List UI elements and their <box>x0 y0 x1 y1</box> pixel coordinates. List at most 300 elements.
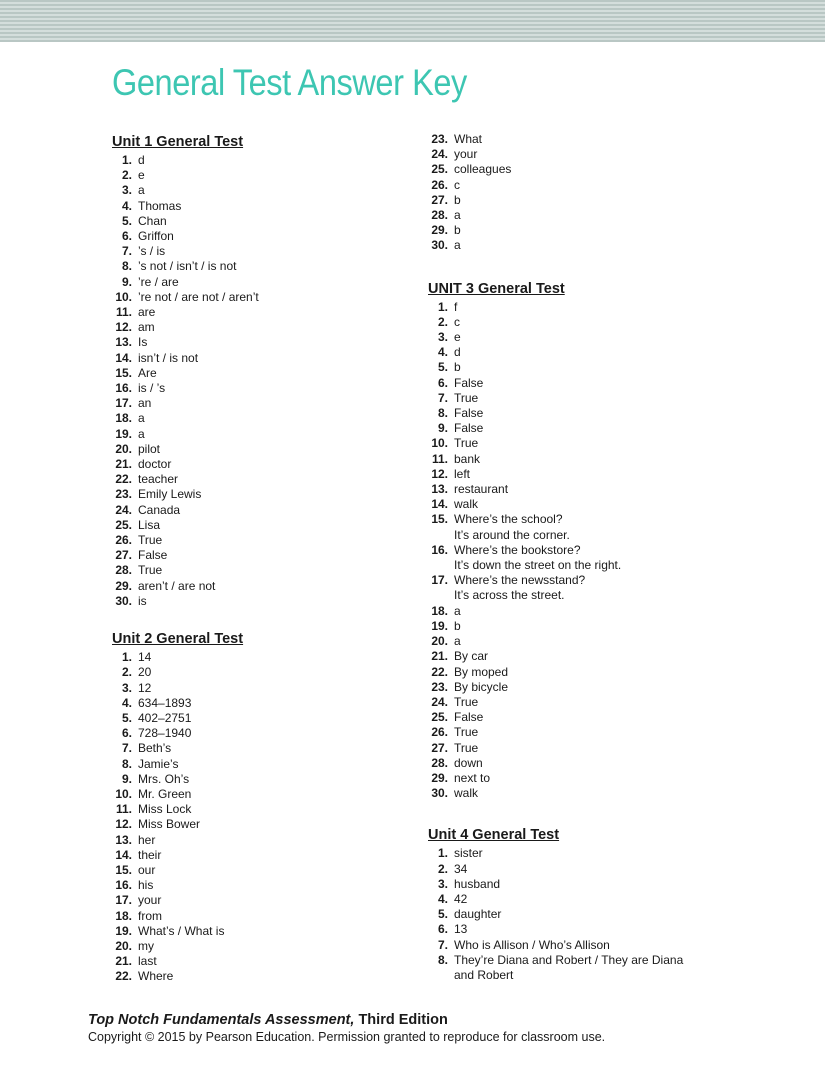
answer-number: 26. <box>115 533 132 548</box>
answer-text: their <box>138 847 162 862</box>
answer-number: 30. <box>115 593 132 608</box>
answer-item <box>428 846 728 861</box>
answer-text: Is <box>138 335 148 350</box>
answer-item <box>112 893 412 908</box>
answer-number: 13. <box>431 482 448 497</box>
answer-number: 22. <box>115 472 132 487</box>
answer-text: Thomas <box>138 198 182 213</box>
answer-text: True <box>454 694 479 709</box>
answer-number: 9. <box>121 771 132 786</box>
answer-text: b <box>454 223 461 238</box>
answer-item <box>112 563 412 578</box>
answer-number: 19. <box>115 426 132 441</box>
answer-item <box>112 939 412 954</box>
answer-number: 17. <box>431 573 448 588</box>
answer-number: 3. <box>437 876 448 891</box>
answer-item <box>428 771 728 786</box>
answer-text: are <box>138 305 156 320</box>
answer-item <box>428 376 728 391</box>
answer-item <box>428 862 728 877</box>
answer-number: 11. <box>431 451 448 466</box>
answer-text: By car <box>454 649 489 664</box>
answer-item <box>112 833 412 848</box>
answer-text: his <box>138 878 154 893</box>
answer-text: a <box>138 426 145 441</box>
unit2-continued-answer-list <box>428 132 728 254</box>
answer-item <box>428 680 728 695</box>
answer-number: 23. <box>115 487 132 502</box>
answer-text: your <box>138 893 162 908</box>
answer-number: 18. <box>431 603 448 618</box>
answer-item <box>428 208 728 223</box>
answer-item <box>428 649 728 664</box>
answer-item <box>112 199 412 214</box>
answer-number: 28. <box>115 563 132 578</box>
answer-number: 30. <box>431 238 448 253</box>
answer-number: 20. <box>115 441 132 456</box>
answer-item <box>428 421 728 436</box>
answer-item <box>428 665 728 680</box>
answer-number: 1. <box>121 153 132 167</box>
footer-book-title <box>88 1012 448 1028</box>
answer-text: from <box>138 908 162 923</box>
answer-text: next to <box>454 770 491 785</box>
answer-item <box>112 579 412 594</box>
answer-item <box>112 214 412 229</box>
answer-number: 2. <box>437 314 448 329</box>
answer-text: Canada <box>138 502 181 517</box>
answer-text: 13 <box>454 922 468 937</box>
answer-number: 8. <box>121 756 132 771</box>
answer-number: 26. <box>431 177 448 192</box>
answer-number: 5. <box>437 907 448 922</box>
answer-number: 12. <box>115 320 132 335</box>
answer-item <box>428 482 728 497</box>
answer-number: 27. <box>431 740 448 755</box>
answer-text: ’s not / isn’t / is not <box>138 259 237 274</box>
answer-text: 34 <box>454 861 468 876</box>
answer-text: False <box>454 375 484 390</box>
answer-number: 16. <box>115 878 132 893</box>
answer-text: By moped <box>454 664 509 679</box>
answer-number: 15. <box>115 862 132 877</box>
answer-number: 22. <box>431 664 448 679</box>
answer-number: 15. <box>431 512 448 527</box>
answer-number: 22. <box>115 969 132 984</box>
answer-text: walk <box>454 786 479 801</box>
answer-number: 10. <box>115 289 132 304</box>
answer-item <box>428 193 728 208</box>
answer-text: They’re Diana and Robert / They are Diana and Robert <box>454 952 684 982</box>
answer-text: f <box>454 299 458 314</box>
answer-item <box>428 223 728 238</box>
answer-number: 12. <box>431 466 448 481</box>
unit2-answer-list <box>112 650 412 984</box>
answer-number: 8. <box>121 259 132 274</box>
answer-item <box>112 183 412 198</box>
answer-item <box>428 877 728 892</box>
answer-item <box>112 503 412 518</box>
unit1-heading: Unit 1 General Test <box>112 134 244 150</box>
left-column <box>112 132 412 1005</box>
answer-text: is / ’s <box>138 381 166 396</box>
answer-item <box>428 892 728 907</box>
answer-item <box>428 300 728 315</box>
answer-text: True <box>454 390 479 405</box>
answer-number: 13. <box>115 335 132 350</box>
answer-text: Who is Allison / Who’s Allison <box>454 937 610 952</box>
answer-item <box>112 381 412 396</box>
answer-number: 23. <box>431 679 448 694</box>
answer-number: 7. <box>121 741 132 756</box>
answer-number: 29. <box>431 223 448 238</box>
answer-number: 24. <box>431 694 448 709</box>
answer-item <box>112 518 412 533</box>
answer-number: 18. <box>115 411 132 426</box>
answer-text: Beth’s <box>138 741 172 756</box>
answer-item <box>112 305 412 320</box>
answer-number: 10. <box>431 436 448 451</box>
answer-text: a <box>454 634 461 649</box>
answer-item <box>428 619 728 634</box>
answer-number: 24. <box>115 502 132 517</box>
answer-item <box>112 817 412 832</box>
answer-item <box>112 969 412 984</box>
answer-number: 3. <box>121 183 132 198</box>
answer-number: 19. <box>115 923 132 938</box>
answer-item <box>428 756 728 771</box>
answer-number: 5. <box>121 710 132 725</box>
right-column <box>428 132 728 1003</box>
answer-number: 7. <box>437 937 448 952</box>
answer-number: 23. <box>431 132 448 146</box>
answer-number: 10. <box>115 786 132 801</box>
answer-number: 9. <box>437 421 448 436</box>
answer-number: 28. <box>431 208 448 223</box>
answer-item <box>428 938 728 953</box>
unit2-section <box>112 629 412 984</box>
answer-text: bank <box>454 451 481 466</box>
unit4-answer-list <box>428 846 728 983</box>
answer-item <box>428 162 728 177</box>
answer-text: What’s / What is <box>138 923 225 938</box>
answer-text: daughter <box>454 907 502 922</box>
answer-text: b <box>454 192 461 207</box>
answer-text: False <box>454 710 484 725</box>
answer-number: 1. <box>437 846 448 861</box>
answer-number: 25. <box>431 162 448 177</box>
answer-number: 14. <box>431 497 448 512</box>
answer-number: 3. <box>121 680 132 695</box>
answer-number: 29. <box>431 770 448 785</box>
footer-copyright: Copyright © 2015 by Pearson Education. Permission granted to reproduce for classroom use. <box>88 1030 606 1044</box>
answer-text: Griffon <box>138 229 174 244</box>
answer-item <box>428 497 728 512</box>
answer-number: 7. <box>437 390 448 405</box>
answer-number: 19. <box>431 618 448 633</box>
answer-text: Where’s the school? It’s around the corner. <box>454 512 570 542</box>
answer-text: By bicycle <box>454 679 509 694</box>
answer-item <box>112 848 412 863</box>
answer-text: 20 <box>138 665 152 680</box>
answer-text: her <box>138 832 156 847</box>
answer-number: 3. <box>437 330 448 345</box>
answer-text: Emily Lewis <box>138 487 202 502</box>
answer-number: 30. <box>431 786 448 801</box>
answer-item <box>428 315 728 330</box>
answer-number: 1. <box>121 650 132 665</box>
answer-text: restaurant <box>454 482 509 497</box>
answer-item <box>112 863 412 878</box>
answer-item <box>112 650 412 665</box>
answer-number: 1. <box>437 299 448 314</box>
answer-text: True <box>454 740 479 755</box>
answer-text: Where’s the bookstore? It’s down the street on the right. <box>454 542 622 573</box>
answer-number: 4. <box>437 891 448 906</box>
answer-number: 5. <box>437 360 448 375</box>
unit1-section <box>112 132 412 609</box>
answer-number: 8. <box>437 952 448 967</box>
unit3-answer-list <box>428 300 728 802</box>
answer-item <box>428 467 728 482</box>
answer-text: colleagues <box>454 162 512 177</box>
answer-text: Where’s the newsstand? It’s across the street. <box>454 573 586 603</box>
answer-number: 8. <box>437 406 448 421</box>
answer-text: isn’t / is not <box>138 350 199 365</box>
answer-item <box>112 168 412 183</box>
answer-item <box>112 427 412 442</box>
footer-edition: Third Edition <box>354 1012 448 1028</box>
answer-item <box>428 345 728 360</box>
answer-text: a <box>454 603 461 618</box>
answer-item <box>428 330 728 345</box>
answer-text: What <box>454 132 483 146</box>
answer-text: your <box>454 147 478 162</box>
answer-number: 14. <box>115 847 132 862</box>
answer-text: b <box>454 618 461 633</box>
answer-number: 14. <box>115 350 132 365</box>
footer-book-name: Top Notch Fundamentals Assessment, <box>88 1012 355 1028</box>
answer-text: husband <box>454 876 501 891</box>
answer-item <box>428 741 728 756</box>
answer-text: Miss Bower <box>138 817 201 832</box>
unit4-section <box>428 825 728 983</box>
answer-number: 20. <box>431 634 448 649</box>
answer-item <box>112 878 412 893</box>
answer-number: 26. <box>431 725 448 740</box>
answer-text: False <box>138 548 168 563</box>
answer-text: an <box>138 396 152 411</box>
answer-item <box>428 543 728 573</box>
answer-number: 2. <box>121 168 132 183</box>
answer-item <box>428 452 728 467</box>
answer-item <box>112 396 412 411</box>
answer-text: False <box>454 406 484 421</box>
answer-number: 21. <box>115 954 132 969</box>
answer-text: Mrs. Oh’s <box>138 771 190 786</box>
answer-number: 25. <box>431 710 448 725</box>
answer-number: 28. <box>431 755 448 770</box>
answer-item <box>112 681 412 696</box>
answer-item <box>428 604 728 619</box>
answer-item <box>112 594 412 609</box>
answer-text: True <box>138 533 163 548</box>
answer-text: a <box>138 411 145 426</box>
answer-text: d <box>138 153 145 167</box>
answer-item <box>428 573 728 603</box>
answer-number: 2. <box>437 861 448 876</box>
answer-number: 15. <box>115 365 132 380</box>
answer-number: 6. <box>437 922 448 937</box>
answer-item <box>112 665 412 680</box>
answer-text: a <box>454 238 461 253</box>
answer-number: 11. <box>115 802 132 817</box>
answer-number: 5. <box>121 213 132 228</box>
answer-text: is <box>138 593 147 608</box>
answer-text: Lisa <box>138 517 161 532</box>
answer-item <box>112 229 412 244</box>
answer-item <box>428 710 728 725</box>
answer-item <box>112 548 412 563</box>
answer-number: 13. <box>115 832 132 847</box>
answer-number: 7. <box>121 244 132 259</box>
answer-number: 12. <box>115 817 132 832</box>
answer-text: 402–2751 <box>138 710 192 725</box>
answer-item <box>428 695 728 710</box>
answer-item <box>112 533 412 548</box>
answer-item <box>428 922 728 937</box>
unit2-continued-section <box>428 132 728 254</box>
answer-item <box>112 741 412 756</box>
answer-item <box>112 909 412 924</box>
answer-text: Miss Lock <box>138 802 192 817</box>
answer-item <box>112 411 412 426</box>
unit4-heading: Unit 4 General Test <box>428 827 560 844</box>
answer-text: sister <box>454 846 483 861</box>
answer-text: Where <box>138 969 174 984</box>
answer-text: c <box>454 177 460 192</box>
answer-item <box>112 366 412 381</box>
answer-item <box>112 153 412 168</box>
answer-text: Chan <box>138 213 167 228</box>
answer-item <box>112 772 412 787</box>
answer-number: 18. <box>115 908 132 923</box>
answer-item <box>428 132 728 147</box>
answer-text: a <box>454 208 461 223</box>
answer-item <box>428 238 728 253</box>
answer-item <box>428 178 728 193</box>
answer-text: 14 <box>138 650 152 665</box>
answer-text: False <box>454 421 484 436</box>
answer-text: e <box>454 330 461 345</box>
answer-text: Are <box>138 365 157 380</box>
answer-text: 12 <box>138 680 152 695</box>
answer-text: walk <box>454 497 479 512</box>
answer-item <box>112 351 412 366</box>
answer-number: 4. <box>121 198 132 213</box>
answer-number: 20. <box>115 938 132 953</box>
answer-number: 11. <box>115 305 132 320</box>
answer-item <box>428 147 728 162</box>
answer-item <box>112 472 412 487</box>
answer-text: b <box>454 360 461 375</box>
answer-number: 6. <box>437 375 448 390</box>
answer-number: 21. <box>431 649 448 664</box>
answer-text: True <box>454 725 479 740</box>
answer-number: 6. <box>121 229 132 244</box>
answer-item <box>112 924 412 939</box>
answer-text: pilot <box>138 441 161 456</box>
answer-item <box>112 275 412 290</box>
answer-item <box>112 335 412 350</box>
answer-text: a <box>138 183 145 198</box>
answer-text: 42 <box>454 891 468 906</box>
unit3-heading: UNIT 3 General Test <box>428 280 565 297</box>
answer-number: 2. <box>121 665 132 680</box>
answer-text: True <box>454 436 479 451</box>
answer-text: e <box>138 168 145 183</box>
answer-number: 9. <box>121 274 132 289</box>
answer-text: am <box>138 320 155 335</box>
answer-item <box>428 406 728 421</box>
answer-number: 17. <box>115 893 132 908</box>
answer-item <box>428 953 728 983</box>
answer-item <box>428 786 728 801</box>
answer-item <box>112 244 412 259</box>
answer-text: Jamie’s <box>138 756 179 771</box>
answer-number: 6. <box>121 726 132 741</box>
answer-item <box>112 259 412 274</box>
answer-item <box>428 725 728 740</box>
unit1-answer-list <box>112 153 412 609</box>
unit3-section <box>428 279 728 802</box>
answer-item <box>112 726 412 741</box>
answer-number: 21. <box>115 457 132 472</box>
answer-text: True <box>138 563 163 578</box>
answer-item <box>112 802 412 817</box>
answer-number: 27. <box>115 548 132 563</box>
answer-item <box>112 442 412 457</box>
answer-number: 25. <box>115 517 132 532</box>
answer-text: down <box>454 755 483 770</box>
answer-text: Mr. Green <box>138 786 192 801</box>
page-title: General Test Answer Key <box>112 62 467 103</box>
answer-number: 16. <box>431 542 448 557</box>
answer-text: left <box>454 466 471 481</box>
answer-item <box>428 391 728 406</box>
answer-number: 29. <box>115 578 132 593</box>
answer-text: c <box>454 314 460 329</box>
answer-text: last <box>138 954 157 969</box>
answer-number: 4. <box>437 345 448 360</box>
answer-item <box>428 360 728 375</box>
answer-number: 24. <box>431 147 448 162</box>
answer-number: 4. <box>121 695 132 710</box>
answer-number: 17. <box>115 396 132 411</box>
answer-text: our <box>138 862 156 877</box>
answer-item <box>112 787 412 802</box>
answer-item <box>428 634 728 649</box>
answer-text: ’s / is <box>138 244 166 259</box>
answer-number: 16. <box>115 381 132 396</box>
answer-item <box>112 757 412 772</box>
unit2-heading: Unit 2 General Test <box>112 631 244 648</box>
answer-item <box>112 487 412 502</box>
answer-item <box>428 512 728 542</box>
answer-text: teacher <box>138 472 179 487</box>
answer-text: d <box>454 345 461 360</box>
answer-item <box>112 954 412 969</box>
